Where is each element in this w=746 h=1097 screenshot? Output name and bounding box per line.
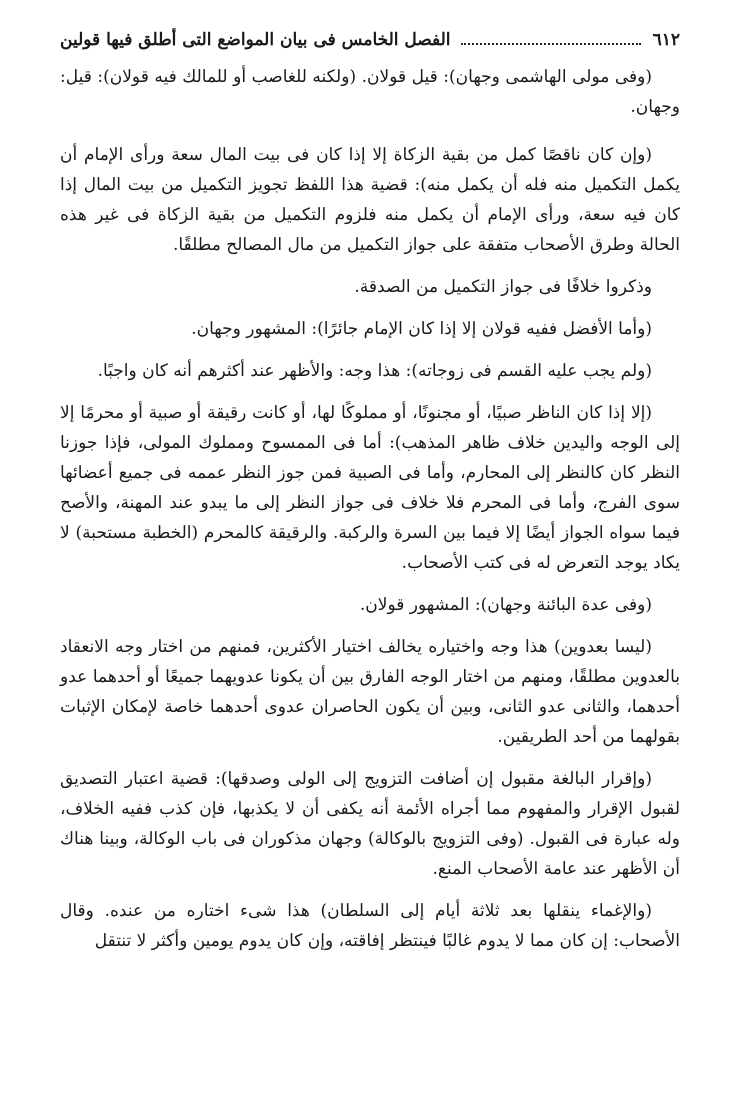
paragraph: وذكروا خلافًا فى جواز التكميل من الصدقة.: [354, 277, 652, 297]
paragraph: (وإن كان ناقصًا كمل من بقية الزكاة إلا إذا كان فى بيت المال سعة ورأى الإمام أن يكمل التكميل منه فله أن يكمل منه): قضية هذا اللفظ تجويز التكميل من بيت المال إذا كان فيه سعة، ورأى الإمام أن يكمل منه فلزوم التكميل من بقية الزكاة فى غير هذه الحالة وطرق الأصحاب متفقة على جواز التكميل من مال المصالح مطلقًا.: [60, 145, 680, 255]
dotted-leader: [461, 43, 641, 45]
page-number: ٦١٢: [652, 30, 680, 50]
paragraph: (وإقرار البالغة مقبول إن أضافت التزويج إلى الولى وصدقها): قضية اعتبار التصديق لقبول الإقرار والمفهوم مما أجراه الأئمة أنه يكفى أن لا يكذبها، فإن كذب ففيه الخلاف، وله عبارة فى القبول. (وفى التزويج بالوكالة) وجهان مذكوران فى باب الوكالة، وبينا هناك أن الأظهر عند عامة الأصحاب المنع.: [60, 769, 680, 879]
paragraph: (ولم يجب عليه القسم فى زوجاته): هذا وجه: والأظهر عند أكثرهم أنه كان واجبًا.: [97, 361, 652, 381]
running-head: [60, 28, 680, 56]
paragraph: (إلا إذا كان الناظر صبيًا، أو مجنونًا، أو مملوكًا لها، أو كانت رقيقة أو صبية أو محرمًا إلا إلى الوجه واليدين خلاف ظاهر المذهب): أما فى الممسوح ومملوك المولى، فإذا جوزنا النظر كان كالنظر إلى المحارم، وأما فى الصبية فمن جوز النظر عممه فى جميع أعضائها سوى الفرج، وأما فى المحرم فلا خلاف فى جواز النظر إلى ما يبدو عند المهنة، والأصح فيما سواه الجواز أيضًا إلا فيما بين السرة والركبة. والرقيقة كالمحرم (الخطبة مستحبة) لا يكاد يوجد التعرض له فى كتب الأصحاب.: [60, 403, 680, 573]
paragraph: (وفى مولى الهاشمى وجهان): قيل قولان. (ولكنه للغاصب أو للمالك فيه قولان): قيل: وجهان.: [60, 67, 680, 117]
chapter-title: الفصل الخامس فى بيان المواضع التى أطلق فيها قولين: [60, 30, 451, 50]
paragraph: (وأما الأفضل ففيه قولان إلا إذا كان الإمام جائرًا): المشهور وجهان.: [191, 319, 652, 339]
paragraph: (وفى عدة البائنة وجهان): المشهور قولان.: [359, 595, 652, 615]
paragraph: (والإغماء ينقلها بعد ثلاثة أيام إلى السلطان) هذا شىء اختاره من عنده. وقال الأصحاب: إن كان مما لا يدوم غالبًا فينتظر إفاقته، وإن كان يدوم يومين وأكثر لا تنتقل: [60, 901, 680, 951]
paragraph: (ليسا بعدوين) هذا وجه واختياره يخالف اختيار الأكثرين، فمنهم من اختار وجه الانعقاد بالعدوين مطلقًا، ومنهم من اختار الوجه الفارق بين أن يكونا عدويهما جميعًا أو أحدهما عدو أحدهما، والثانى عدو الثانى، وبين أن يكون الحاصران عدوى أحدهما خاصة لإمكان الإثبات بقولهما من أحد الطريقين.: [60, 637, 680, 747]
